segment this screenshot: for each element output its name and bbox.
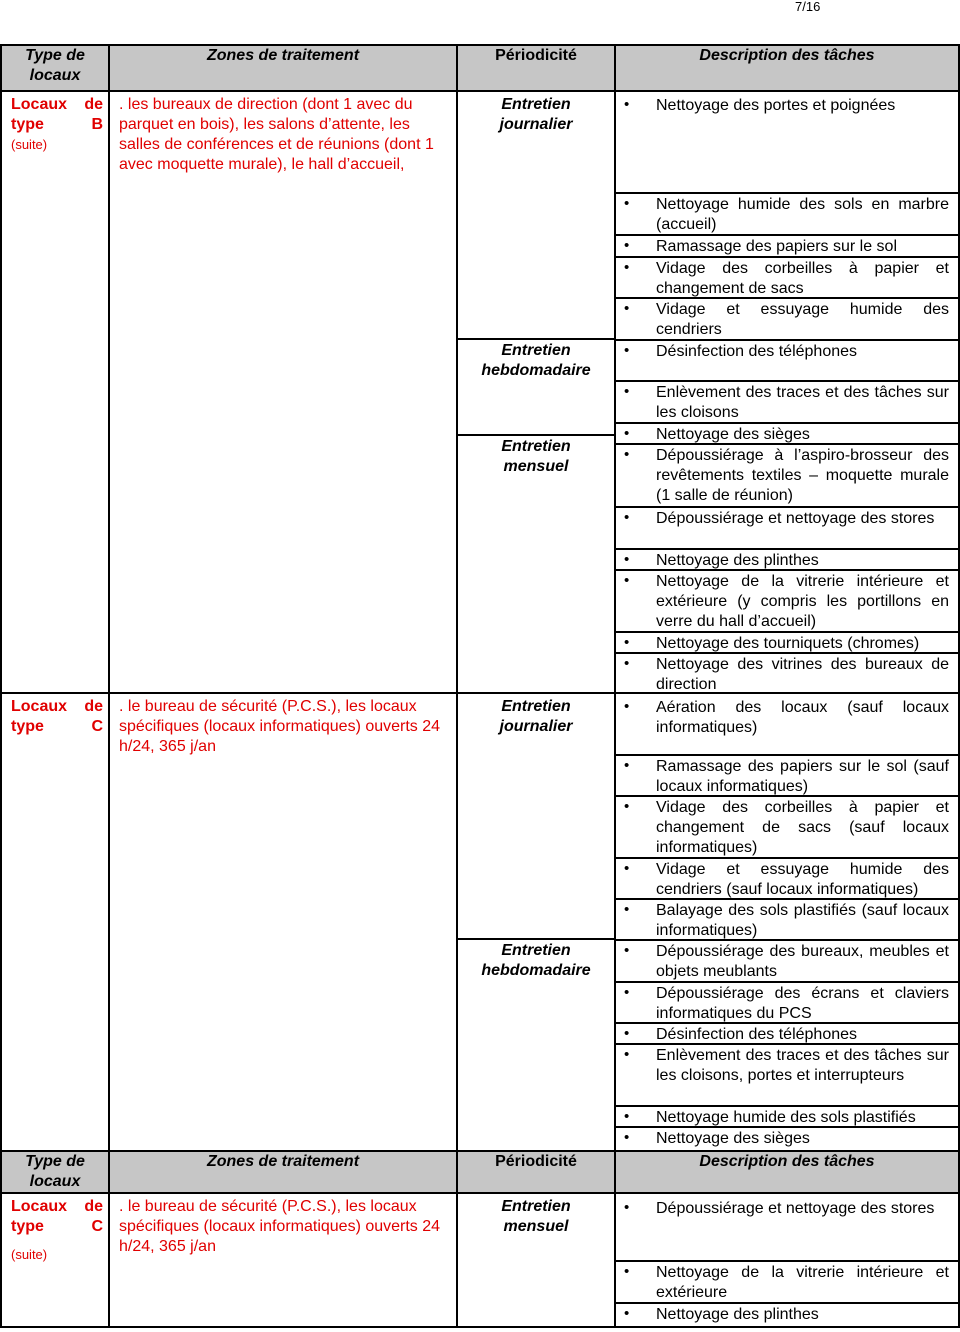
type-c-periods (457, 693, 615, 1151)
bullet-icon: • (624, 1046, 630, 1063)
section-type-b (1, 91, 959, 693)
bullet-icon: • (624, 942, 630, 959)
header-zones: Zones de traitement (109, 1151, 457, 1193)
task-item: • Nettoyage de la vitrerie intérieure et extérieure (616, 1260, 958, 1303)
task-item: • Balayage des sols plastifiés (sauf locaux informatiques) (616, 898, 958, 941)
table-header-row (1, 45, 959, 91)
bullet-icon: • (624, 237, 630, 254)
task-item: • Ramassage des papiers sur le sol (616, 234, 958, 257)
period-journalier: Entretien journalier (499, 698, 573, 735)
page-number: 7/16 (795, 0, 821, 14)
type-b-tasks (615, 91, 959, 693)
task-item: • Vidage des corbeilles à papier et changement de sacs (616, 256, 958, 299)
bullet-icon: • (624, 757, 630, 774)
type-b-label: Locaux de type B (11, 96, 103, 133)
bullet-icon: • (624, 342, 630, 359)
task-item: • Nettoyage humide des sols en marbre (accueil) (616, 192, 958, 235)
bullet-icon: • (624, 798, 630, 815)
period-hebdomadaire: Entretien hebdomadaire (481, 942, 591, 979)
task-item: • Nettoyage des plinthes (616, 548, 958, 571)
task-item: • Nettoyage humide des sols plastifiés (616, 1105, 958, 1128)
task-item: • Désinfection des téléphones (616, 339, 958, 362)
period-mensuel: Entretien mensuel (501, 438, 571, 475)
type-c2-periods (457, 1193, 615, 1327)
period-divider (458, 434, 614, 436)
task-item: • Dépoussiérage à l’aspiro-brosseur des revêtements textiles – moquette murale (1 salle de réunion) (616, 443, 958, 506)
task-item: • Dépoussiérage des bureaux, meubles et objets meublants (616, 939, 958, 982)
section-type-c (1, 693, 959, 1151)
bullet-icon: • (624, 984, 630, 1001)
bullet-icon: • (624, 1025, 630, 1042)
bullet-icon: • (624, 1305, 630, 1322)
task-item: • Vidage et essuyage humide des cendriers (sauf locaux informatiques) (616, 857, 958, 900)
bullet-icon: • (624, 901, 630, 918)
header-description: Description des tâches (615, 1151, 959, 1193)
type-c2-zone: . le bureau de sécurité (P.C.S.), les locaux spécifiques (locaux informatiques) ouverts 24 h/24, 365 j/an (109, 1193, 457, 1327)
type-c-cell (1, 693, 109, 1151)
type-c2-cell (1, 1193, 109, 1327)
section-type-c-suite (1, 1193, 959, 1327)
header-type: Type de locaux (1, 1151, 109, 1193)
bullet-icon: • (624, 300, 630, 317)
task-item: • Dépoussiérage et nettoyage des stores (624, 1199, 935, 1217)
bullet-icon: • (624, 425, 630, 442)
type-c-zone: . le bureau de sécurité (P.C.S.), les locaux spécifiques (locaux informatiques) ouverts 24 h/24, 365 j/an (109, 693, 457, 1151)
header-description: Description des tâches (615, 45, 959, 91)
task-item: • Nettoyage des portes et poignées (624, 96, 896, 114)
bullet-icon: • (624, 1129, 630, 1146)
task-item: • Nettoyage de la vitrerie intérieure et extérieure (y compris les portillons en verre du hall d’accueil) (616, 569, 958, 632)
header-periodicite: Périodicité (457, 1151, 615, 1193)
bullet-icon: • (624, 446, 630, 463)
task-item: • Dépoussiérage des écrans et claviers informatiques du PCS (616, 981, 958, 1024)
task-item: • Désinfection des téléphones (616, 1022, 958, 1045)
table-header-row-repeat (1, 1151, 959, 1193)
task-item: • Nettoyage des tourniquets (chromes) (616, 631, 958, 654)
type-b-periods (457, 91, 615, 693)
bullet-icon: • (624, 655, 630, 672)
type-c2-suite: (suite) (11, 1247, 48, 1262)
bullet-icon: • (624, 1108, 630, 1125)
bullet-icon: • (624, 698, 630, 715)
period-divider (458, 938, 614, 940)
task-item: • Nettoyage des plinthes (616, 1302, 958, 1325)
task-item: • Nettoyage des sièges (616, 422, 958, 445)
period-hebdomadaire: Entretien hebdomadaire (481, 342, 591, 379)
bullet-icon: • (624, 1199, 630, 1216)
period-journalier: Entretien journalier (499, 96, 573, 133)
task-item: • Aération des locaux (sauf locaux informatiques) (624, 698, 949, 736)
bullet-icon: • (624, 860, 630, 877)
task-item: • Vidage et essuyage humide des cendriers (616, 297, 958, 340)
type-b-zone: . les bureaux de direction (dont 1 avec du parquet en bois), les salons d’attente, les salles de conférences et de réunions (dont 1 avec moquette murale), le hall d’accueil, (109, 91, 457, 693)
cleaning-schedule-table (0, 44, 960, 1328)
type-c2-label: Locaux de type C (11, 1198, 103, 1235)
task-item: • Dépoussiérage et nettoyage des stores (616, 506, 958, 529)
task-item: • Enlèvement des traces et des tâches sur les cloisons (616, 380, 958, 423)
task-item: • Ramassage des papiers sur le sol (sauf locaux informatiques) (616, 754, 958, 797)
bullet-icon: • (624, 572, 630, 589)
header-zones: Zones de traitement (109, 45, 457, 91)
type-b-suite: (suite) (11, 137, 48, 152)
bullet-icon: • (624, 1263, 630, 1280)
type-b-cell (1, 91, 109, 693)
header-periodicite: Périodicité (457, 45, 615, 91)
bullet-icon: • (624, 96, 630, 113)
period-divider (458, 338, 614, 340)
bullet-icon: • (624, 551, 630, 568)
task-item: • Vidage des corbeilles à papier et changement de sacs (sauf locaux informatiques) (616, 795, 958, 858)
task-item: • Nettoyage des sièges (616, 1126, 958, 1149)
type-c-label: Locaux de type C (11, 698, 103, 735)
type-c-tasks (615, 693, 959, 1151)
bullet-icon: • (624, 383, 630, 400)
period-mensuel: Entretien mensuel (501, 1198, 571, 1235)
bullet-icon: • (624, 195, 630, 212)
task-item: • Nettoyage des vitrines des bureaux de direction (616, 652, 958, 695)
bullet-icon: • (624, 509, 630, 526)
bullet-icon: • (624, 259, 630, 276)
task-item: • Enlèvement des traces et des tâches sur les cloisons, portes et interrupteurs (616, 1043, 958, 1086)
header-type: Type de locaux (1, 45, 109, 91)
bullet-icon: • (624, 634, 630, 651)
type-c2-tasks (615, 1193, 959, 1327)
